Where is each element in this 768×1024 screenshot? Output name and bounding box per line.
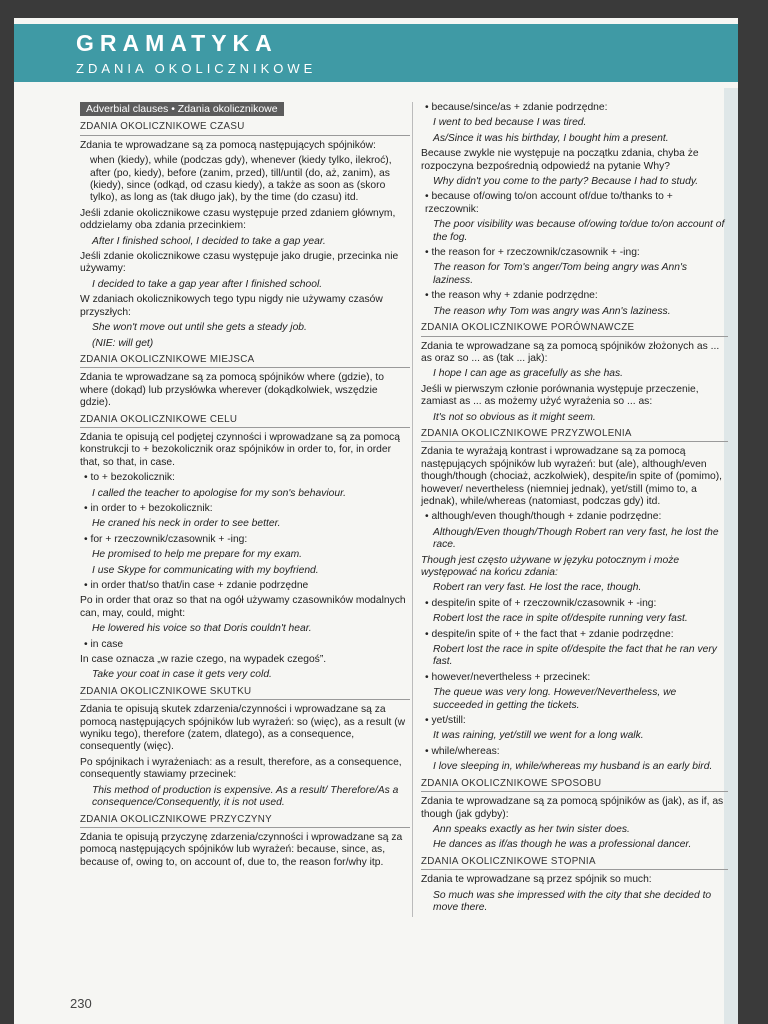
cel-example-2: He craned his neck in order to see better. <box>92 518 281 530</box>
przyczyna-example-6: The reason why Tom was angry was Ann's laziness. <box>433 305 671 317</box>
textbook-page <box>14 18 738 1024</box>
cel-example-4: I use Skype for communicating with my boyfriend. <box>92 564 319 576</box>
cel-bullet-3: • for + rzeczownik/czasownik + -ing: <box>84 533 248 545</box>
czas-list: when (kiedy), while (podczas gdy), whenever (kiedy tylko, ilekroć), after (po, kiedy), before (zanim, przed), till/until (do, aż, zanim), as (kiedy), since (odkąd, od czasu kiedy), a także as soon as (skoro tylko), as long as (tak długo jak), by the time (do czasu) itd. <box>90 155 392 204</box>
przyczyna-bullet-1: • because/since/as + zdanie podrzędne: <box>425 102 608 113</box>
czas-example-1: After I finished school, I decided to take a gap year. <box>92 235 326 247</box>
cel-p1: Zdania te opisują cel podjętej czynności i wprowadzane są za pomocą konstrukcji to + bezokolicznik oraz spójników in order to, for, in order that, so that, in case. <box>80 431 400 468</box>
przyzw-example-5: The queue was very long. However/Nevertheless, we succeeded in getting the tickets. <box>433 687 677 711</box>
porown-p1: Zdania te wprowadzane są za pomocą spójników złożonych as ... as oraz so ... as (tak ... jak): <box>421 340 720 364</box>
cel-example-3: He promised to help me prepare for my exam. <box>92 549 303 561</box>
heading-przyzwolenia: ZDANIA OKOLICZNIKOWE PRZYZWOLENIA <box>421 427 728 442</box>
przyzw-bullet-3: • despite/in spite of + the fact that + zdanie podrzędne: <box>425 628 674 640</box>
heading-cel: ZDANIA OKOLICZNIKOWE CELU <box>80 413 410 428</box>
section-tag: Adverbial clauses • Zdania okolicznikowe <box>80 102 284 116</box>
heading-skutek: ZDANIA OKOLICZNIKOWE SKUTKU <box>80 685 410 700</box>
przyczyna-example-2: As/Since it was his birthday, I bought him a present. <box>433 132 669 144</box>
przyzw-p1: Zdania te wyrażają kontrast i wprowadzane są za pomocą następujących spójników lub wyrażeń: but (ale), although/even though/though (chociaż, aczkolwiek), despite/in spite of (pomimo), however/ nevertheless (niemniej jednak), yet/still (mimo to, a jednak), while/whereas (natomiast, podczas gdy) itd. <box>421 446 723 507</box>
header-subtitle: ZDANIA OKOLICZNIKOWE <box>76 61 317 76</box>
heading-porownawcze: ZDANIA OKOLICZNIKOWE PORÓWNAWCZE <box>421 321 728 336</box>
przyzw-example-1: Although/Even though/Though Robert ran very fast, he lost the race. <box>433 526 719 551</box>
heading-stopnia: ZDANIA OKOLICZNIKOWE STOPNIA <box>421 855 728 870</box>
przyzw-bullet-6: • while/whereas: <box>425 745 500 757</box>
przyczyna-p1: Zdania te opisują przyczynę zdarzenia/czynności i wprowadzane są za pomocą następujących spójników lub wyrażeń: because, since, as, because of, owing to, on account of, due to, the reason for/why itp. <box>80 831 403 868</box>
przyzw-bullet-5: • yet/still: <box>425 715 466 727</box>
heading-przyczyna: ZDANIA OKOLICZNIKOWE PRZYCZYNY <box>80 813 410 828</box>
przyczyna-bullet-2: • because of/owing to/on account of/due to/thanks to + rzeczownik: <box>425 191 673 215</box>
czas-example-2: I decided to take a gap year after I finished school. <box>92 278 323 290</box>
przyczyna-bullet-4: • the reason why + zdanie podrzędne: <box>425 290 598 302</box>
stopien-example-1: So much was she impressed with the city that she decided to move there. <box>433 889 712 913</box>
cel-bullet-1: • to + bezokolicznik: <box>84 472 175 484</box>
przyczyna-example-5: The reason for Tom's anger/Tom being angry was Ann's laziness. <box>433 262 688 286</box>
czas-p2: Jeśli zdanie okolicznikowe czasu występuje przed zdaniem głównym, oddzielamy oba zdania przecinkiem: <box>80 207 396 232</box>
przyzw-example-2: Robert ran very fast. He lost the race, though. <box>433 582 642 594</box>
przyczyna-bullet-3: • the reason for + rzeczownik/czasownik + -ing: <box>425 247 640 259</box>
przyzw-example-6: It was raining, yet/still we went for a long walk. <box>433 730 644 742</box>
miejsce-paragraph: Zdania te wprowadzane są za pomocą spójników where (gdzie), to where (dokąd) lub przysłówka wherever (dokądkolwiek, wszędzie gdzie). <box>80 372 384 409</box>
cel-example-1: I called the teacher to apologise for my son's behaviour. <box>92 487 347 499</box>
cel-bullet-4: • in order that/so that/in case + zdanie podrzędne <box>84 580 309 591</box>
przyzw-p2: Though jest często używane w języku potocznym i może występować na końcu zdania: <box>421 554 680 578</box>
porown-example-1: I hope I can age as gracefully as she has. <box>433 368 624 380</box>
skutek-p1: Zdania te opisują skutek zdarzenia/czynności i wprowadzane są za pomocą następujących spójników lub wyrażeń: so (więc), as a result (w wyniku tego), therefore (zatem, dlatego), as a consequence, consequently (więc). <box>80 704 406 753</box>
stopien-p1: Zdania te wprowadzane są przez spójnik so much: <box>421 874 652 886</box>
page-number: 230 <box>70 996 92 1011</box>
skutek-example-1: This method of production is expensive. As a result/ Therefore/As a consequence/Consequently, it is not used. <box>92 784 399 809</box>
czas-p3: Jeśli zdanie okolicznikowe czasu występuje jako drugie, przecinka nie używamy: <box>80 251 399 275</box>
page-header <box>14 24 738 82</box>
cel-p3: In case oznacza „w razie czego, na wypadek czegoś”. <box>80 654 327 666</box>
heading-sposobu: ZDANIA OKOLICZNIKOWE SPOSOBU <box>421 777 728 792</box>
heading-miejsce: ZDANIA OKOLICZNIKOWE MIEJSCA <box>80 353 410 368</box>
cel-example-5: He lowered his voice so that Doris couldn't hear. <box>92 623 312 635</box>
czas-example-3b: (NIE: will get) <box>92 337 154 349</box>
przyczyna-example-3: Why didn't you come to the party? Because I had to study. <box>433 176 699 188</box>
cel-bullet-2: • in order to + bezokolicznik: <box>84 502 213 514</box>
czas-p4: W zdaniach okolicznikowych tego typu nigdy nie używamy czasów przyszłych: <box>80 294 383 318</box>
sposob-example-1: Ann speaks exactly as her twin sister does. <box>433 823 630 835</box>
sposob-p1: Zdania te wprowadzane są za pomocą spójników as (jak), as if, as though (jak gdyby): <box>421 796 724 820</box>
przyzw-example-3: Robert lost the race in spite of/despite running very fast. <box>433 613 688 625</box>
przyzw-example-4: Robert lost the race in spite of/despite the fact that he ran very fast. <box>433 644 717 668</box>
skutek-p2: Po spójnikach i wyrażeniach: as a result, therefore, as a consequence, consequently stawiamy przecinek: <box>80 756 402 781</box>
przyzw-bullet-4: • however/nevertheless + przecinek: <box>425 671 591 683</box>
heading-czas: ZDANIA OKOLICZNIKOWE CZASU <box>80 120 410 135</box>
przyczyna-p2: Because zwykle nie występuje na początku zdania, chyba że rozpoczyna bezpośrednią odpowiedź na pytanie Why? <box>421 148 699 172</box>
sposob-example-2: He dances as if/as though he was a professional dancer. <box>433 839 692 851</box>
right-column <box>412 102 728 917</box>
porown-p2: Jeśli w pierwszym członie porównania występuje przeczenie, zamiast as ... as możemy użyć wyrażenia so ... as: <box>421 383 699 408</box>
cel-p2: Po in order that oraz so that na ogół używamy czasowników modalnych can, may, could, might: <box>80 595 406 619</box>
czas-example-3: She won't move out until she gets a steady job. <box>92 322 307 334</box>
przyzw-bullet-2: • despite/in spite of + rzeczownik/czasownik + -ing: <box>425 597 657 609</box>
header-title: GRAMATYKA <box>76 30 278 56</box>
cel-example-6: Take your coat in case it gets very cold. <box>92 669 272 681</box>
przyczyna-example-4: The poor visibility was because of/owing to/due to/on account of the fog. <box>433 219 725 243</box>
cel-bullet-5: • in case <box>84 638 124 650</box>
przyzw-bullet-1: • although/even though/though + zdanie podrzędne: <box>425 511 662 523</box>
porown-example-2: It's not so obvious as it might seem. <box>433 411 596 423</box>
left-column <box>80 102 410 872</box>
czas-intro: Zdania te wprowadzane są za pomocą następujących spójników: <box>80 139 376 151</box>
przyzw-example-7: I love sleeping in, while/whereas my husband is an early bird. <box>433 761 713 773</box>
przyczyna-example-1: I went to bed because I was tired. <box>433 117 587 129</box>
